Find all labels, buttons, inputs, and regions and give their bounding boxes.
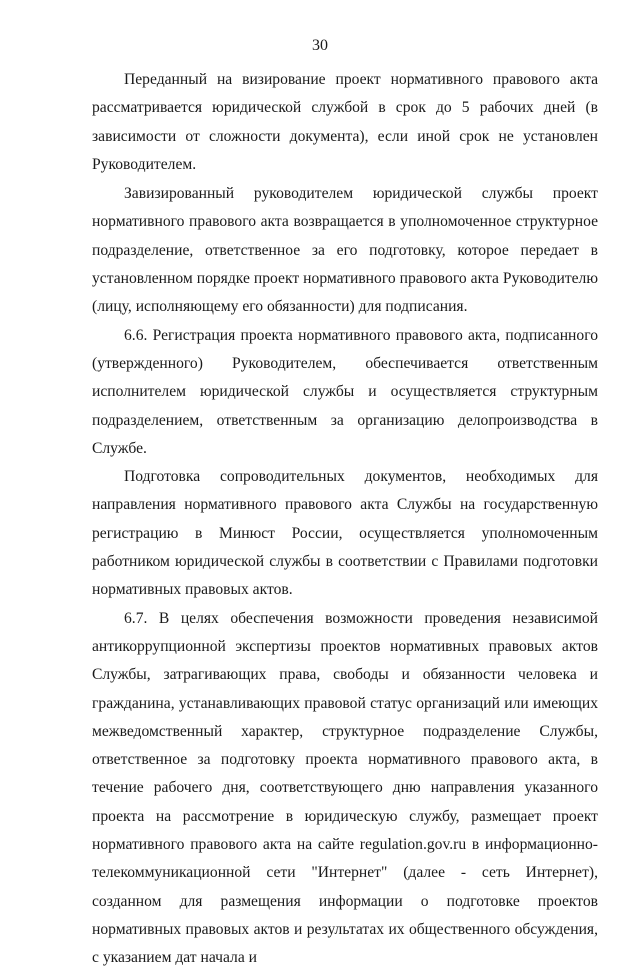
document-body [92, 66, 598, 973]
paragraph-accompanying-documents: Подготовка сопроводительных документов, необходимых для направления нормативного правового акта Службы на государственную регистрацию в Минюст России, осуществляется уполномоченным работником юридической службы в соответствии с Правилами подготовки нормативных правовых актов. [92, 468, 598, 599]
paragraph-6-7-anticorruption-expertise: 6.7. В целях обеспечения возможности проведения независимой антикоррупционной экспертизы проектов нормативных правовых актов Службы, затрагивающих права, свободы и обязанности человека и гражданина, устанавливающих правовой статус организаций или имеющих межведомственный характер, структурное подразделение Службы, ответственное за подготовку проекта нормативного правового акта, в течение рабочего дня, соответствующего дню направления указанного проекта на рассмотрение в юридическую службу, размещает проект нормативного правового акта на сайте regulation.gov.ru в информационно-телекоммуникационной сети "Интернет" (далее - сеть Интернет), созданном для размещения информации о подготовке проектов нормативных правовых актов и результатах их общественного обсуждения, с указанием дат начала и [92, 609, 598, 967]
paragraph-review-term: Переданный на визирование проект нормативного правового акта рассматривается юридической службой в срок до 5 рабочих дней (в зависимости от сложности документа), если иной срок не установлен Руководителем. [92, 71, 598, 173]
paragraph-return-for-signing: Завизированный руководителем юридической службы проект нормативного правового акта возвращается в уполномоченное структурное подразделение, ответственное за его подготовку, которое передает в установленном порядке проект нормативного правового акта Руководителю (лицу, исполняющему его обязанности) для подписания. [92, 185, 598, 316]
page-number: 30 [312, 37, 328, 54]
paragraph-6-6-registration: 6.6. Регистрация проекта нормативного правового акта, подписанного (утвержденного) Руководителем, обеспечивается ответственным исполнителем юридической службы и осуществляется структурным подразделением, ответственным за организацию делопроизводства в Службе. [92, 326, 598, 457]
